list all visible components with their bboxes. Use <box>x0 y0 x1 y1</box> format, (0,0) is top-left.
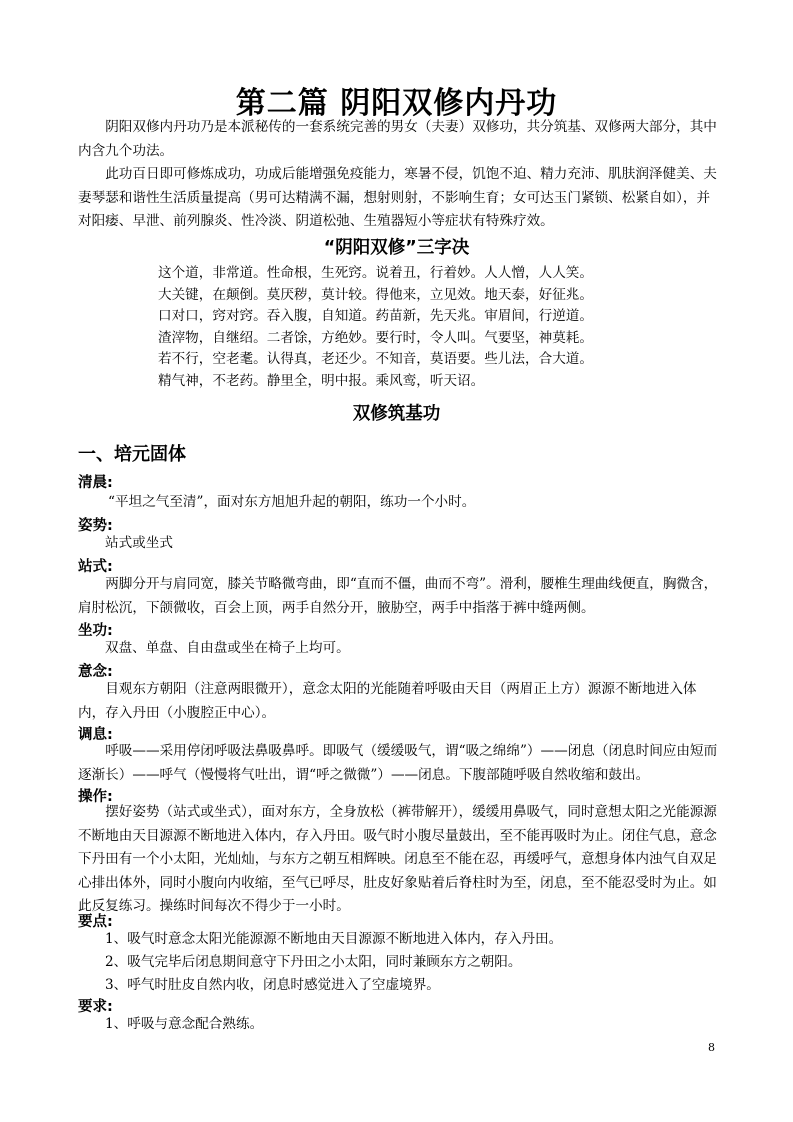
label-tiaoxi: 调息: <box>78 727 113 743</box>
text-caozuo: 摆好姿势（站式或坐式），面对东方，全身放松（裤带解开），缓缓用鼻吸气，同时意想太阳之光能源源不断地由天目源源不断地进入体内，存入丹田。吸气时小腹尽量鼓出，至不能再吸时为止。闭住气息，意念下丹田有一个小太阳，光灿灿，与东方之朝互相辉映。闭息至不能在忍，再缓呼气，意想身体内浊气自双足心排出体外，同时小腹向内收缩，至气已呼尽，肚皮好象贴着后脊柱时为至，闭息，至不能忍受时为止。如此反复练习。操练时间每次不得少于一小时。 <box>78 804 717 914</box>
verse-line: 大关键，在颠倒。莫厌秽，莫计较。得他来，立见效。地天泰，好征兆。 <box>158 286 593 303</box>
label-yinian: 意念: <box>78 664 113 680</box>
label-qingchen: 清晨: <box>78 475 113 491</box>
text-tiaoxi: 呼吸——采用停闭呼吸法鼻吸鼻呼。即吸气（缓缓吸气，谓“吸之绵绵”）——闭息（闭息时间应由短而逐渐长）——呼气（慢慢将气吐出，谓“呼之微微”）——闭息。下腹部随呼吸自然收缩和鼓出。 <box>78 743 718 783</box>
verse-line: 若不行，空老耄。认得真，老还少。不知音，莫语要。些儿法，合大道。 <box>158 351 593 367</box>
verse-title: “阴阳双修”三字决 <box>323 238 470 258</box>
text-zuogong: 双盘、单盘、自由盘或坐在椅子上均可。 <box>105 640 350 656</box>
label-zishi: 姿势: <box>78 518 113 534</box>
verse-block <box>158 263 678 392</box>
yaodian-item: 2、吸气完毕后闭息期间意守下丹田之小太阳，同时兼顾东方之朝阳。 <box>105 954 522 970</box>
intro-paragraph-2: 此功百日即可修炼成功，功成后能增强免疫能力，寒暑不侵，饥饱不迫、精力充沛、肌肤润泽健美、夫妻琴瑟和谐性生活质量提高（男可达精满不漏，想射则射，不影响生育；女可达玉门紧锁、松紧自如），并对阳痿、早泄、前列腺炎、性冷淡、阴道松弛、生殖器短小等症状有特殊疗效。 <box>78 166 717 229</box>
text-yinian: 目观东方朝阳（注意两眼微开），意念太阳的光能随着呼吸由天目（两眉正上方）源源不断地进入体内，存入丹田（小腹腔正中心）。 <box>78 681 697 721</box>
page-title: 第二篇 阴阳双修内丹功 <box>235 86 558 121</box>
text-zishi: 站式或坐式 <box>105 535 173 551</box>
verse-line: 这个道，非常道。性命根，生死窍。说着丑，行着妙。人人憎，人人笑。 <box>158 265 593 281</box>
label-zhanshi: 站式: <box>78 559 113 575</box>
page-number: 8 <box>708 1041 715 1054</box>
yaoqiu-item: 1、呼吸与意念配合熟练。 <box>105 1016 264 1032</box>
intro-paragraph-1: 阴阳双修内丹功乃是本派秘传的一套系统完善的男女（夫妻）双修功，共分筑基、双修两大部分，其中内含九个功法。 <box>78 119 717 159</box>
label-yaoqiu: 要求: <box>78 999 113 1015</box>
verse-line: 渣滓物，自继绍。二者馀，方绝妙。要行时，令人叫。气要坚，神莫耗。 <box>158 329 593 346</box>
text-qingchen: “平坦之气至清”，面对东方旭旭升起的朝阳，练功一个小时。 <box>108 494 476 510</box>
verse-line: 口对口，窍对窍。吞入腹，自知道。药苗新，先天兆。审眉间，行逆道。 <box>158 308 593 324</box>
chapter-title: 一、培元固体 <box>78 444 186 465</box>
section-title: 双修筑基功 <box>352 404 441 424</box>
text-zhanshi: 两脚分开与肩同宽，膝关节略微弯曲，即“直而不僵，曲而不弯”。滑利，腰椎生理曲线便直，胸微含，肩肘松沉，下颌微收，百会上顶，两手自然分开，腋胁空，两手中指落于裤中缝两侧。 <box>78 576 718 616</box>
verse-line: 精气神，不老药。静里全，明中报。乘风鸾，听天诏。 <box>158 372 485 389</box>
yaodian-item: 1、吸气时意念太阳光能源源不断地由天目源源不断地进入体内，存入丹田。 <box>105 931 563 947</box>
label-zuogong: 坐功: <box>78 623 113 639</box>
label-yaodian: 要点: <box>78 914 113 930</box>
yaodian-item: 3、呼气时肚皮自然内收，闭息时感觉进入了空虚境界。 <box>105 977 440 993</box>
label-caozuo: 操作: <box>78 789 113 805</box>
